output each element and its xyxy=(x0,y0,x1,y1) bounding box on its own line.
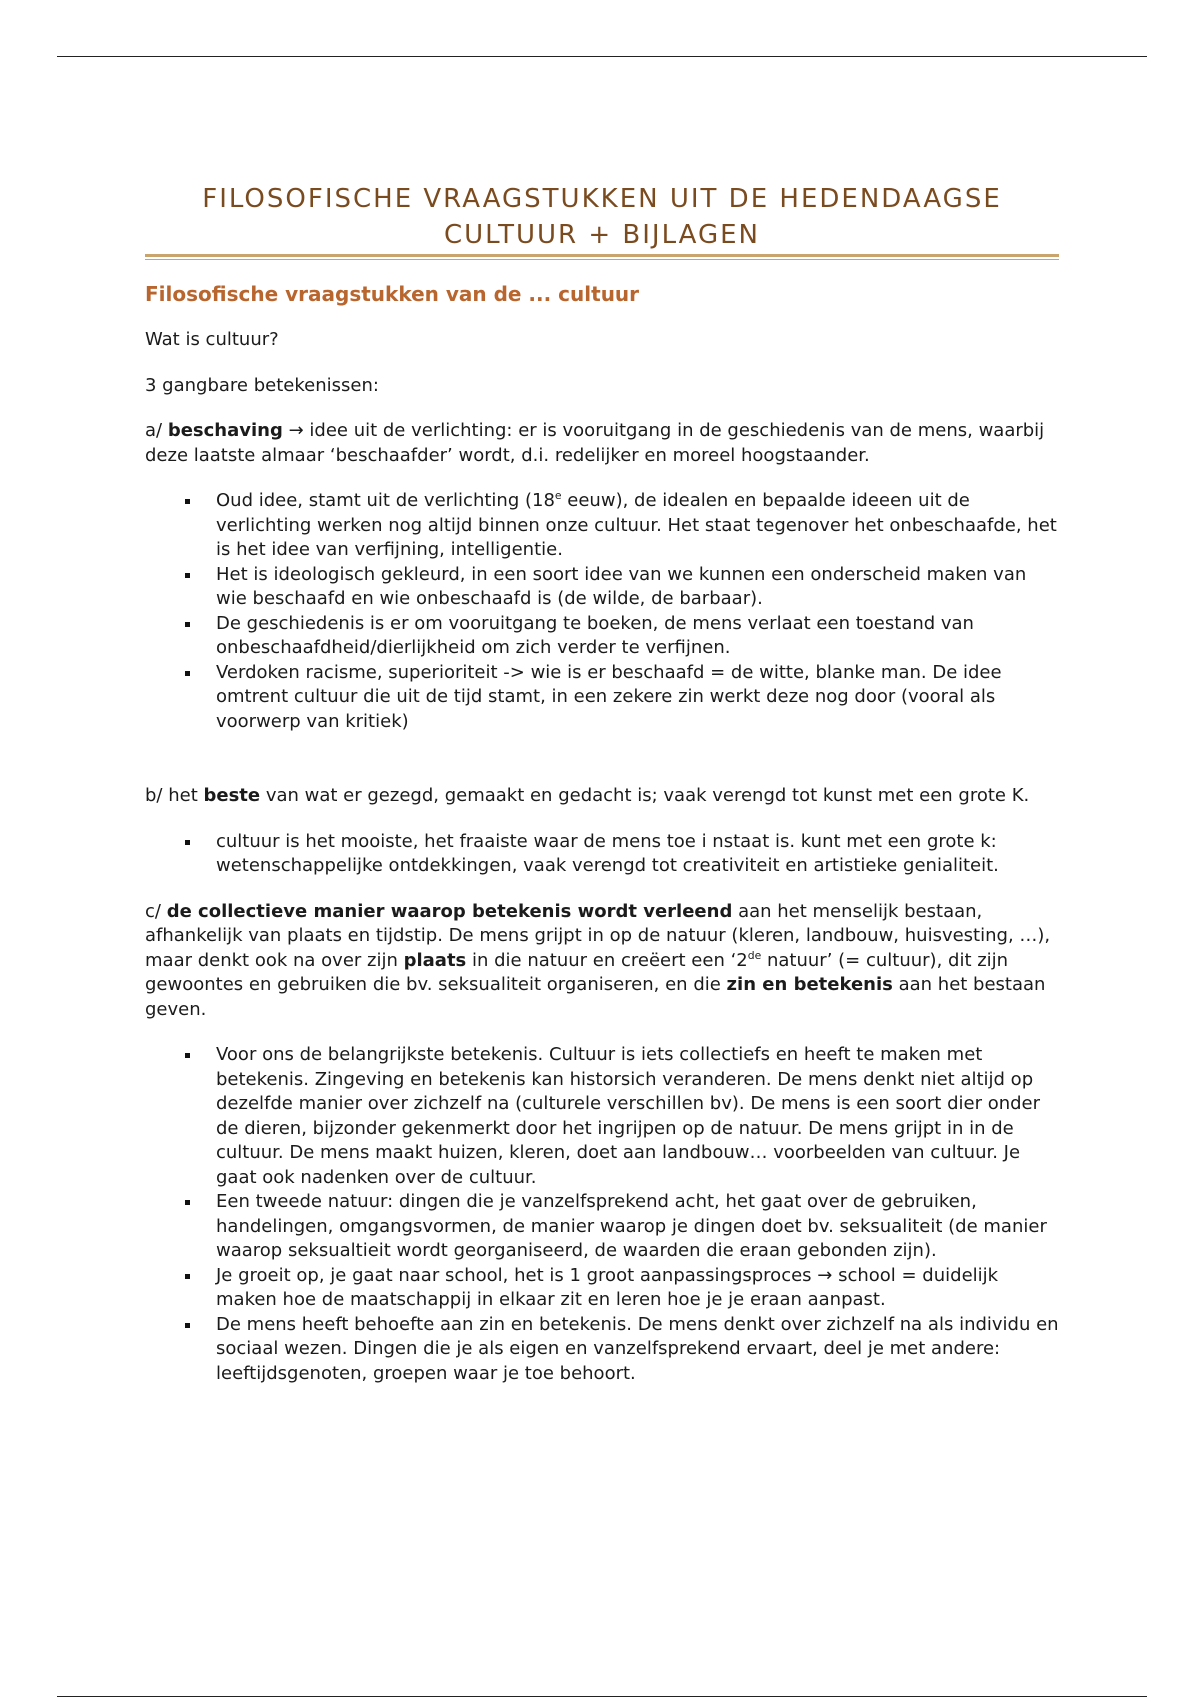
bullet-text: Je groeit op, je gaat naar school, het is 1 groot aanpassingsproces → school = duidelijk maken hoe de maatschappij in elkaar zit en leren hoe je je eraan aanpast. xyxy=(216,1264,999,1310)
list-item xyxy=(216,661,1059,735)
bottom-rule xyxy=(57,1696,1147,1697)
meaning-a-paragraph xyxy=(145,419,1059,468)
bullet-text: Verdoken racisme, superioriteit -> wie is er beschaafd = de witte, blanke man. De idee omtrent cultuur die uit de tijd stamt, in een zekere zin werkt deze nog door (vooral als voorwerp van kritiek) xyxy=(216,661,1002,732)
top-rule xyxy=(57,56,1147,57)
title-line-1: FILOSOFISCHE VRAAGSTUKKEN UIT DE HEDENDAAGSE xyxy=(202,184,1002,214)
bullet-text: eeuw), de idealen en bepaalde ideeen uit de verlichting werken nog altijd binnen onze cultuur. Het staat tegenover het onbeschaafde, het is het idee van verfijning, intelligentie. xyxy=(216,490,1057,560)
meaning-c-term-zin: zin en betekenis xyxy=(726,974,893,995)
meaning-a-bullet-list xyxy=(145,489,1059,734)
list-item xyxy=(216,1043,1059,1190)
bullet-text: Oud idee, stamt uit de verlichting (18 xyxy=(216,490,555,511)
bullet-text: Voor ons de belangrijkste betekenis. Cultuur is iets collectiefs en heeft te maken met betekenis. Zingeving en betekenis kan historsich veranderen. De mens denkt niet altijd op dezelfde manier over zichzelf na (culturele verschillen bv). De mens is een soort dier onder de dieren, bijzonder gekenmerkt door het ingrijpen op de natuur. De mens grijpt in in de cultuur. De mens maakt huizen, kleren, doet aan landbouw… voorbeelden van cultuur. Je gaat ook nadenken over de cultuur. xyxy=(216,1044,1041,1188)
bullet-square-icon xyxy=(185,671,190,676)
meaning-b-paragraph xyxy=(145,784,1059,809)
bullet-text: cultuur is het mooiste, het fraaiste waar de mens toe i nstaat is. kunt met een grote k: wetenschappelijke ontdekkingen, vaak verengd tot creativiteit en artistieke genialiteit. xyxy=(216,830,999,876)
meaning-b-text: van wat er gezegd, gemaakt en gedacht is; vaak verengd tot kunst met een grote K. xyxy=(260,785,1030,806)
bullet-square-icon xyxy=(185,622,190,627)
list-item xyxy=(216,612,1059,661)
meaning-c-term: de collectieve manier waarop betekenis wordt verleend xyxy=(166,900,733,922)
list-item xyxy=(216,1313,1059,1387)
meaning-c-text: aan het menselijk bestaan, afhankelijk van plaats en tijdstip. De mens grijpt in op de natuur (kleren, landbouw, huisvesting, …), maar denkt ook na over zijn xyxy=(145,900,1051,971)
bullet-text: De geschiedenis is er om vooruitgang te boeken, de mens verlaat een toestand van onbeschaafdheid/dierlijkheid om zich verder te verfijnen. xyxy=(216,612,974,658)
meaning-c-bullet-list xyxy=(145,1043,1059,1386)
meaning-b-bullet-list xyxy=(145,830,1059,879)
meaning-a-text: → idee uit de verlichting: er is vooruitgang in de geschiedenis van de mens, waarbij deze laatste almaar ‘beschaafder’ wordt, d.i. redelijker en moreel hoogstaander. xyxy=(145,420,1045,466)
meaning-c-paragraph xyxy=(145,900,1059,1023)
bullet-square-icon xyxy=(185,499,190,504)
meaning-b-term: beste xyxy=(203,785,261,806)
meaning-c-text: in die natuur en creëert een ‘2 xyxy=(466,949,748,971)
meaning-a-prefix: a/ xyxy=(145,420,168,441)
superscript: e xyxy=(554,489,562,502)
list-item xyxy=(216,1190,1059,1264)
bullet-text: Het is ideologisch gekleurd, in een soort idee van we kunnen een onderscheid maken van wie beschaafd en wie onbeschaafd is (de wilde, de barbaar). xyxy=(216,563,1027,609)
bullet-text: De mens heeft behoefte aan zin en betekenis. De mens denkt over zichzelf na als individu en sociaal wezen. Dingen die je als eigen en vanzelfsprekend ervaart, deel je met andere: leeftijdsgenoten, groepen waar je toe behoort. xyxy=(216,1313,1059,1384)
meaning-a-term: beschaving xyxy=(167,420,283,441)
section-heading: Filosofische vraagstukken van de ... cultuur xyxy=(145,282,640,306)
bullet-square-icon xyxy=(185,1323,190,1328)
meaning-c-term-plaats: plaats xyxy=(403,949,467,971)
list-item xyxy=(216,1264,1059,1313)
bullet-square-icon xyxy=(185,1274,190,1279)
meaning-c-text: natuur’ (= cultuur), dit zijn gewoontes en gebruiken die bv. seksualiteit organiseren, en die xyxy=(145,949,1009,995)
bullet-square-icon xyxy=(185,1053,190,1058)
question-paragraph: Wat is cultuur? xyxy=(145,329,279,350)
list-item xyxy=(216,563,1059,612)
meaning-c-text: aan het bestaan geven. xyxy=(145,974,1046,1020)
meaning-c-prefix: c/ xyxy=(145,900,167,922)
title-double-rule xyxy=(145,254,1059,260)
list-item xyxy=(216,489,1059,563)
bullet-square-icon xyxy=(185,1200,190,1205)
bullet-square-icon xyxy=(185,840,190,845)
document-title xyxy=(145,181,1059,253)
meaning-b-prefix: b/ het xyxy=(145,785,204,806)
bullet-square-icon xyxy=(185,573,190,578)
document-body xyxy=(145,328,1059,1407)
intro-paragraph: 3 gangbare betekenissen: xyxy=(145,374,379,396)
title-line-2: CULTUUR + BIJLAGEN xyxy=(443,220,761,250)
list-item xyxy=(216,830,1059,879)
superscript: de xyxy=(747,948,762,962)
bullet-text: Een tweede natuur: dingen die je vanzelfsprekend acht, het gaat over de gebruiken, handelingen, omgangsvormen, de manier waarop je dingen doet bv. seksualiteit (de manier waarop seksualtieit wordt georganiseerd, de waarden die eraan gebonden zijn). xyxy=(216,1191,1047,1261)
